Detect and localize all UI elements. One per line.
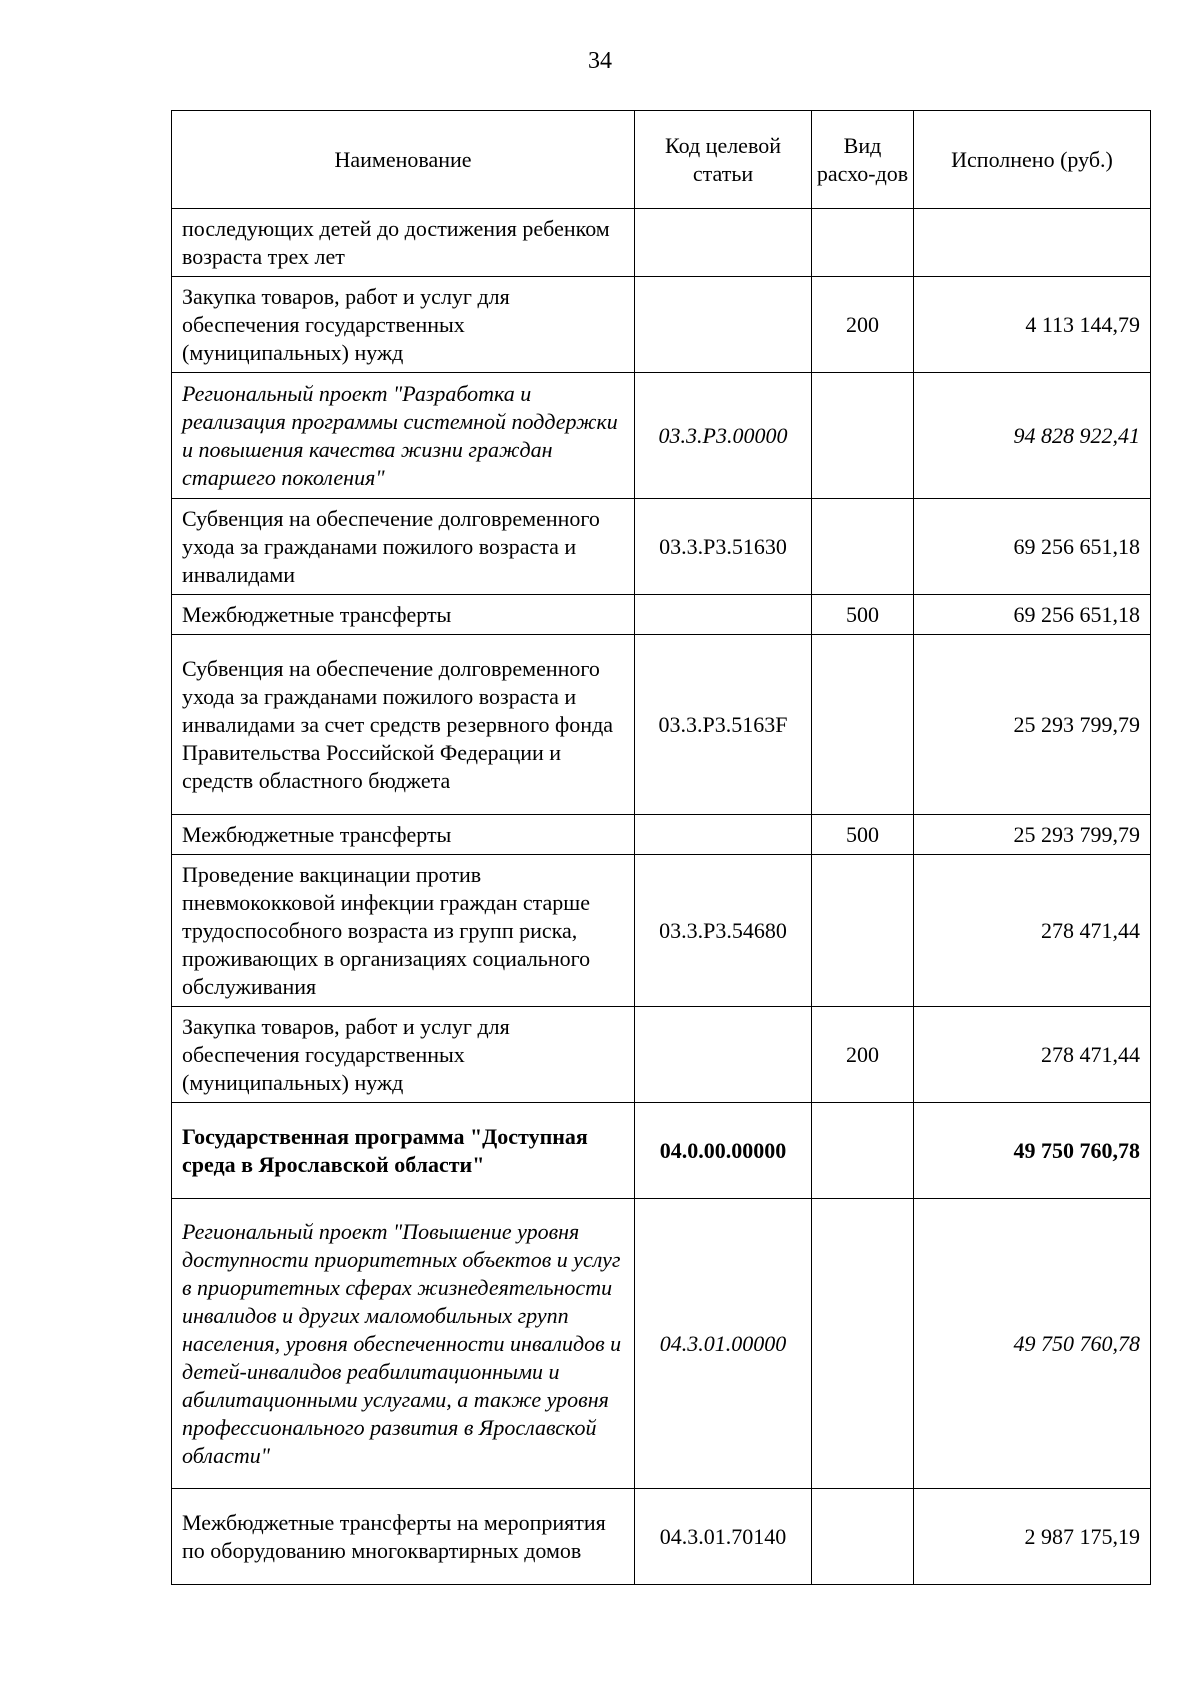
table-row xyxy=(172,209,1151,277)
table-row xyxy=(172,855,1151,1007)
table-row xyxy=(172,635,1151,815)
row-vid xyxy=(812,373,914,499)
row-amount: 49 750 760,78 xyxy=(914,1103,1151,1199)
table-row xyxy=(172,499,1151,595)
row-vid: 500 xyxy=(812,815,914,855)
row-code: 03.3.P3.54680 xyxy=(635,855,812,1007)
table-row xyxy=(172,1103,1151,1199)
row-name: Закупка товаров, работ и услуг для обеспечения государственных (муниципальных) нужд xyxy=(172,277,635,373)
row-amount: 25 293 799,79 xyxy=(914,635,1151,815)
table-row xyxy=(172,277,1151,373)
row-vid: 500 xyxy=(812,595,914,635)
row-amount: 25 293 799,79 xyxy=(914,815,1151,855)
row-code: 04.0.00.00000 xyxy=(635,1103,812,1199)
table-row xyxy=(172,815,1151,855)
row-vid xyxy=(812,855,914,1007)
header-vid: Вид расхо-дов xyxy=(812,111,914,209)
row-amount: 278 471,44 xyxy=(914,1007,1151,1103)
row-name: Межбюджетные трансферты xyxy=(172,595,635,635)
row-amount: 4 113 144,79 xyxy=(914,277,1151,373)
row-vid xyxy=(812,499,914,595)
row-name: Межбюджетные трансферты на мероприятия по оборудованию многоквартирных домов xyxy=(172,1489,635,1585)
table-row xyxy=(172,1007,1151,1103)
row-name: Проведение вакцинации против пневмококковой инфекции граждан старше трудоспособного возраста из групп риска, проживающих в организациях социального обслуживания xyxy=(172,855,635,1007)
page-number: 34 xyxy=(588,48,612,74)
row-name: Субвенция на обеспечение долговременного ухода за гражданами пожилого возраста и инвалидами xyxy=(172,499,635,595)
row-amount: 69 256 651,18 xyxy=(914,595,1151,635)
header-amount: Исполнено (руб.) xyxy=(914,111,1151,209)
row-name: Региональный проект "Разработка и реализация программы системной поддержки и повышения качества жизни граждан старшего поколения" xyxy=(172,373,635,499)
row-vid xyxy=(812,209,914,277)
header-code: Код целевой статьи xyxy=(635,111,812,209)
row-vid xyxy=(812,635,914,815)
row-vid xyxy=(812,1103,914,1199)
row-amount: 2 987 175,19 xyxy=(914,1489,1151,1585)
table-row xyxy=(172,1489,1151,1585)
row-name: Закупка товаров, работ и услуг для обеспечения государственных (муниципальных) нужд xyxy=(172,1007,635,1103)
row-vid xyxy=(812,1199,914,1489)
row-vid: 200 xyxy=(812,1007,914,1103)
budget-table xyxy=(171,110,1151,1585)
row-name: Государственная программа "Доступная среда в Ярославской области" xyxy=(172,1103,635,1199)
row-code xyxy=(635,1007,812,1103)
header-name: Наименование xyxy=(172,111,635,209)
table-row xyxy=(172,1199,1151,1489)
row-code: 04.3.01.00000 xyxy=(635,1199,812,1489)
row-vid: 200 xyxy=(812,277,914,373)
row-amount xyxy=(914,209,1151,277)
row-code xyxy=(635,277,812,373)
row-name: Субвенция на обеспечение долговременного ухода за гражданами пожилого возраста и инвалидами за счет средств резервного фонда Правительства Российской Федерации и средств областного бюджета xyxy=(172,635,635,815)
row-vid xyxy=(812,1489,914,1585)
table-header-row xyxy=(172,111,1151,209)
row-amount: 69 256 651,18 xyxy=(914,499,1151,595)
row-amount: 94 828 922,41 xyxy=(914,373,1151,499)
row-amount: 278 471,44 xyxy=(914,855,1151,1007)
row-code xyxy=(635,815,812,855)
row-name: Региональный проект "Повышение уровня доступности приоритетных объектов и услуг в приоритетных сферах жизнедеятельности инвалидов и других маломобильных групп населения, уровня обеспеченности инвалидов и детей-инвалидов реабилитационными и абилитационными услугами, а также уровня профессионального развития в Ярославской области" xyxy=(172,1199,635,1489)
row-name: последующих детей до достижения ребенком возраста трех лет xyxy=(172,209,635,277)
row-amount: 49 750 760,78 xyxy=(914,1199,1151,1489)
table-row xyxy=(172,373,1151,499)
row-code xyxy=(635,209,812,277)
row-code: 04.3.01.70140 xyxy=(635,1489,812,1585)
table-row xyxy=(172,595,1151,635)
row-code: 03.3.P3.00000 xyxy=(635,373,812,499)
row-code xyxy=(635,595,812,635)
row-code: 03.3.P3.5163F xyxy=(635,635,812,815)
row-code: 03.3.P3.51630 xyxy=(635,499,812,595)
row-name: Межбюджетные трансферты xyxy=(172,815,635,855)
